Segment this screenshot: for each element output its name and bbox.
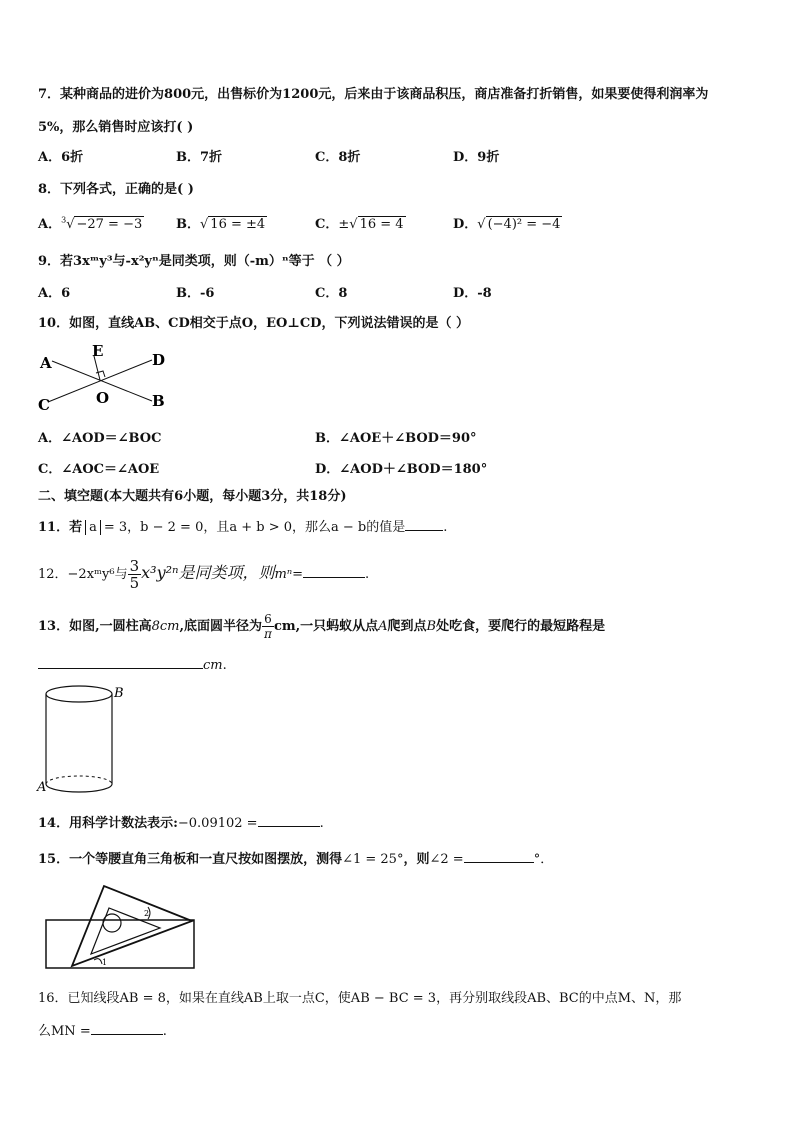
q13-line1: 13．如图,一圆柱高8cm,底面圆半径为 $\frac{6}{\pi}$ cm,一只蚂蚁从点A爬到点B处吃食，要爬行的最短路程是 — [38, 612, 606, 641]
q15-triangle-ruler-figure — [42, 880, 202, 972]
q14: 14．用科学计数法表示:−0.09102 = . — [38, 816, 324, 831]
label-c: C — [38, 396, 50, 414]
q8-stem: 8．下列各式，正确的是( ) — [38, 182, 194, 197]
q8-option-c: C．±√ 16 = 4 — [315, 217, 404, 232]
q11: 11．若 a = 3，b − 2 = 0，且a + b > 0，那么a − b的值是 . — [38, 520, 448, 535]
q9-option-d: D．-8 — [453, 286, 492, 301]
angle-1-label: 1 — [102, 958, 108, 967]
q16-line2: 么MN = . — [38, 1024, 167, 1039]
cylinder-bottom-hidden-arc — [46, 776, 112, 784]
q13-cylinder-figure — [34, 683, 134, 795]
q8-option-a: A．$^3$√ −27 = −3 — [38, 215, 143, 232]
q7-option-a: A．6折 — [38, 150, 84, 165]
q16-line1: 16．已知线段AB = 8，如果在直线AB上取一点C，使AB − BC = 3，再分别取线段AB、BC的中点M、N，那 — [38, 991, 682, 1006]
q9-stem: 9．若3xᵐy³与-x²yⁿ是同类项，则（-m）ⁿ等于 （ ） — [38, 254, 350, 269]
q10-option-d: D．∠AOD＋∠BOD＝180° — [315, 462, 488, 477]
angle-2-label: 2 — [144, 909, 150, 918]
right-angle-mark — [96, 371, 105, 377]
q7-option-d: D．9折 — [453, 150, 500, 165]
q15: 15．一个等腰直角三角板和一直尺按如图摆放，测得∠1 = 25°，则∠2 = °． — [38, 852, 554, 867]
set-square — [72, 886, 192, 966]
q8-option-b: B．√ 16 = ±4 — [176, 217, 266, 232]
q10-intersecting-lines-figure — [34, 342, 174, 414]
label-o: O — [96, 389, 110, 407]
q10-option-c: C．∠AOC＝∠AOE — [38, 462, 160, 477]
q13-line2: cm. — [38, 656, 227, 673]
q9-option-a: A．6 — [38, 286, 71, 301]
set-square-hole — [103, 914, 121, 932]
q9-option-b: B．-6 — [176, 286, 215, 301]
label-a: A — [40, 354, 52, 372]
q10-option-a: A．∠AOD＝∠BOC — [38, 431, 162, 446]
section-heading: 二、填空题(本大题共有6小题，每小题3分，共18分) — [38, 489, 347, 504]
q9-option-c: C．8 — [315, 286, 348, 301]
q7-stem-line1: 7．某种商品的进价为800元，出售标价为1200元，后来由于该商品积压，商店准备打折销售，如果要使得利润率为 — [38, 87, 709, 102]
label-a: A — [37, 780, 47, 795]
label-b: B — [152, 392, 165, 410]
cylinder-bottom-arc — [46, 784, 112, 792]
label-b: B — [114, 686, 124, 701]
q7-stem-line2: 5%，那么销售时应该打( ) — [38, 120, 194, 135]
q10-stem: 10．如图，直线AB、CD相交于点O，EO⊥CD，下列说法错误的是（ ） — [38, 316, 469, 331]
q10-option-b: B．∠AOE＋∠BOD＝90° — [315, 431, 477, 446]
label-e: E — [92, 342, 104, 360]
q8-option-d: D．√ (−4)² = −4 — [453, 217, 561, 232]
q7-option-b: B．7折 — [176, 150, 223, 165]
q12: 12．−2xᵐy⁶与 $\frac{3}{5}$ x³y²ⁿ是同类项，则mⁿ= . — [38, 557, 370, 592]
label-d: D — [152, 351, 166, 369]
q7-option-c: C．8折 — [315, 150, 361, 165]
cylinder-top-ellipse — [46, 686, 112, 702]
